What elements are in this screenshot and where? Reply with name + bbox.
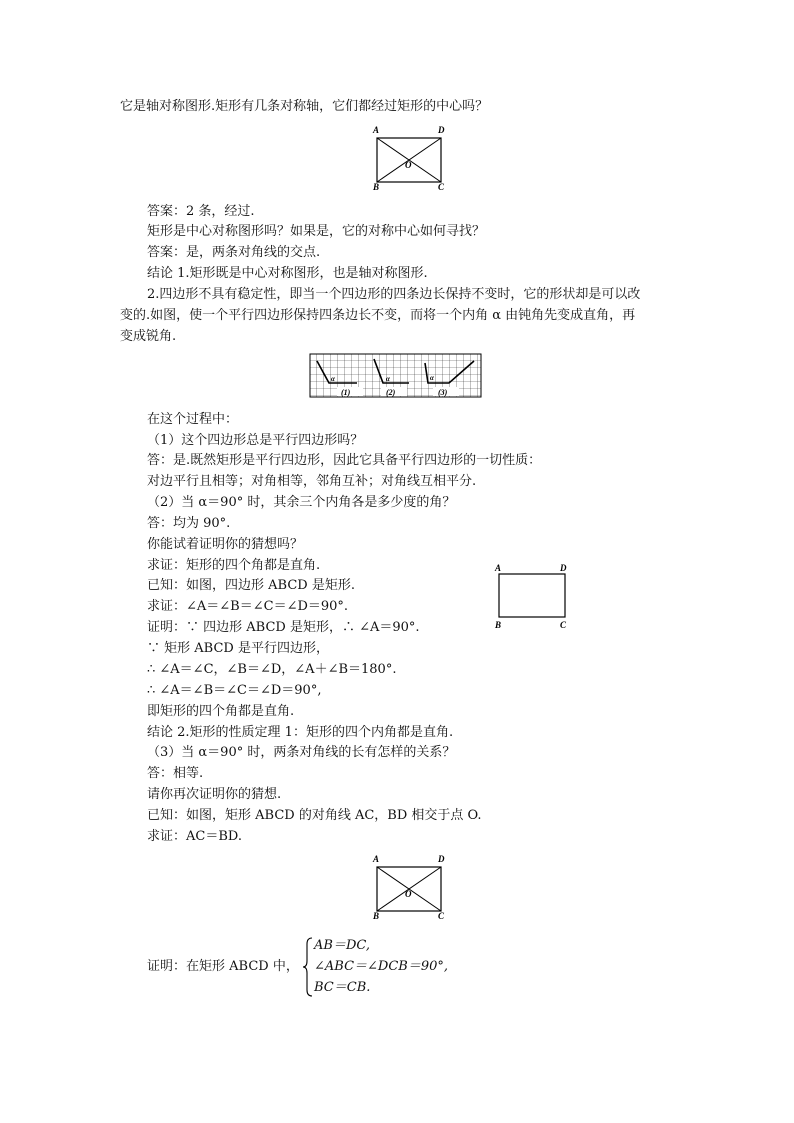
vertex-label-a: A: [495, 563, 502, 573]
text-line: （3）当 α＝90° 时，两条对角线的长有怎样的关系？: [147, 745, 456, 760]
vertex-label-c: C: [560, 620, 567, 630]
vertex-label-d: D: [560, 563, 567, 573]
text-line: ∴ ∠A＝∠B＝∠C＝∠D＝90°,: [147, 683, 322, 698]
text-line: 答案：是，两条对角线的交点.: [147, 245, 321, 260]
center-label-o: O: [405, 160, 412, 170]
text-line: 求证：∠A＝∠B＝∠C＝∠D＝90°.: [147, 599, 349, 614]
vertex-label-d: D: [438, 854, 445, 864]
vertex-label-d: D: [438, 125, 445, 135]
vertex-label-a: A: [373, 854, 380, 864]
text-line: 变的.如图，使一个平行四边形保持四条边长不变，而将一个内角 α 由钝角先变成直角，再: [120, 308, 636, 323]
text-line: 已知：如图，四边形 ABCD 是矩形.: [147, 578, 355, 593]
figure-caption-2: (2): [386, 388, 396, 397]
system-equation-1: AB＝DC,: [314, 938, 370, 953]
system-equation-3: BC＝CB.: [314, 980, 371, 995]
text-line: 求证：AC＝BD.: [147, 829, 242, 844]
vertex-label-b: B: [373, 911, 380, 921]
system-equation-2: ∠ABC＝∠DCB＝90°,: [314, 959, 449, 974]
vertex-label-c: C: [438, 911, 445, 921]
text-line: 它是轴对称图形.矩形有几条对称轴，它们都经过矩形的中心吗？: [120, 99, 489, 114]
text-line: 证明：在矩形 ABCD 中，: [147, 959, 299, 974]
text-line: （1）这个四边形总是平行四边形吗？: [147, 433, 364, 448]
text-line: 对边平行且相等；对角相等，邻角互补；对角线互相平分.: [147, 474, 477, 489]
vertex-label-b: B: [373, 182, 380, 192]
text-line: 已知：如图，矩形 ABCD 的对角线 AC，BD 相交于点 O.: [147, 808, 482, 823]
text-line: 结论 1.矩形既是中心对称图形，也是轴对称图形.: [147, 266, 428, 281]
text-line: 在这个过程中：: [147, 412, 239, 427]
left-brace-icon: [302, 936, 314, 998]
vertex-label-a: A: [373, 125, 380, 135]
alpha-label-2: α: [386, 375, 390, 383]
rectangle-diagonals-figure-1: [368, 122, 450, 194]
text-line: 2.四边形不具有稳定性，即当一个四边形的四条边长保持不变时，它的形状却是可以改: [147, 287, 641, 302]
parallelogram-grid-figure: [309, 353, 483, 399]
alpha-label-3: α: [430, 374, 434, 382]
vertex-label-c: C: [438, 182, 445, 192]
rectangle-diagonals-figure-2: [368, 851, 450, 923]
text-line: 即矩形的四个角都是直角.: [147, 704, 295, 719]
text-line: 矩形是中心对称图形吗？如果是，它的对称中心如何寻找？: [147, 224, 486, 239]
text-line: 证明：∵ 四边形 ABCD 是矩形，∴ ∠A＝90°.: [147, 620, 420, 635]
vertex-label-b: B: [495, 620, 502, 630]
rectangle-plain-figure: [489, 562, 575, 632]
text-line: 你能试着证明你的猜想吗？: [147, 537, 304, 552]
text-line: 变成锐角.: [120, 329, 177, 344]
text-line: 答案：2 条，经过.: [147, 204, 255, 219]
figure-caption-3: (3): [438, 388, 448, 397]
text-line: 答：均为 90°.: [147, 516, 231, 531]
text-line: 请你再次证明你的猜想.: [147, 787, 282, 802]
rectangle-shape: [499, 574, 565, 617]
text-line: （2）当 α＝90° 时，其余三个内角各是多少度的角？: [147, 495, 456, 510]
text-line: ∴ ∠A＝∠C，∠B＝∠D，∠A＋∠B＝180°.: [147, 662, 397, 677]
figure-caption-1: (1): [341, 388, 351, 397]
text-line: 求证：矩形的四个角都是直角.: [147, 558, 321, 573]
text-line: ∵ 矩形 ABCD 是平行四边形，: [147, 641, 329, 656]
center-label-o: O: [405, 889, 412, 899]
alpha-label-1: α: [331, 375, 335, 383]
text-line: 答：相等.: [147, 766, 204, 781]
text-line: 答：是.既然矩形是平行四边形，因此它具备平行四边形的一切性质：: [147, 453, 542, 468]
text-line: 结论 2.矩形的性质定理 1：矩形的四个内角都是直角.: [147, 725, 454, 740]
